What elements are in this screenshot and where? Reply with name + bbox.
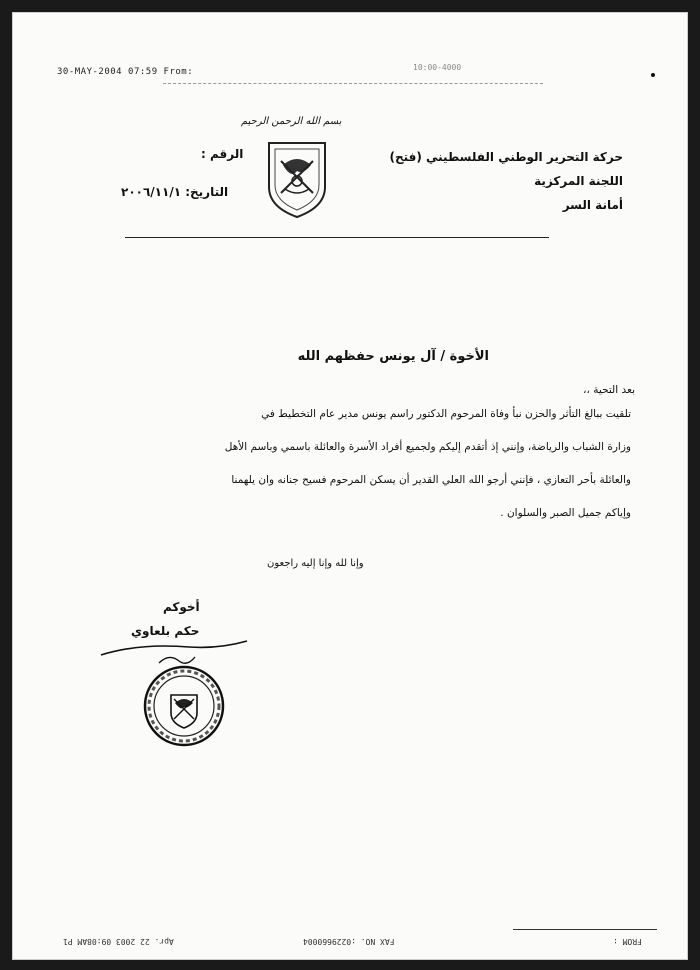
fax-header: 30-MAY-2004 07:59 From: bbox=[57, 67, 194, 77]
body-line: وزارة الشباب والرياضة، وإنني إذ أتقدم إليكم ولجميع أفراد الأسرة والعائلة باسمي وباسم الأهل bbox=[224, 441, 631, 453]
header-divider bbox=[125, 237, 549, 238]
document-page bbox=[12, 12, 688, 960]
reference-label: الرقم : bbox=[201, 147, 244, 161]
body-line: تلقيت ببالغ التأثر والحزن نبأ وفاة المرحوم الدكتور راسم يونس مدير عام التخطيط في bbox=[261, 408, 631, 420]
closing-verse: وإنا لله وإنا إليه راجعون bbox=[267, 558, 364, 569]
fax-footer-number: FAX NO. :0229660004 bbox=[303, 937, 395, 946]
fax-footer-from: FROM : bbox=[613, 937, 642, 946]
basmala: بسم الله الرحمن الرحيم bbox=[241, 116, 342, 127]
body-line: والعائلة بأحر التعازي ، فإنني أرجو الله العلي القدير أن يسكن المرحوم فسيح جنانه وان يلهمنا bbox=[231, 474, 631, 486]
salutation: الأخوة / آل يونس حفظهم الله bbox=[297, 349, 489, 364]
greeting: بعد التحية ،، bbox=[583, 384, 635, 396]
letter-body bbox=[97, 398, 631, 530]
footer-rule bbox=[513, 929, 657, 930]
signoff: أخوكم bbox=[163, 600, 200, 614]
signer-name: حكم بلعاوي bbox=[131, 624, 200, 638]
org-name: حركة التحرير الوطني الفلسطيني (فتح) bbox=[389, 150, 623, 164]
fax-noise-line bbox=[163, 83, 543, 87]
secretariat-name: أمانة السر bbox=[562, 198, 623, 212]
body-line: وإياكم جميل الصبر والسلوان . bbox=[500, 507, 631, 519]
fax-footer-date: Apr. 22 2003 09:08AM P1 bbox=[63, 937, 174, 946]
fatah-emblem-icon bbox=[263, 135, 331, 219]
fax-header-number: 10:00-4000 bbox=[413, 63, 462, 72]
official-stamp-icon bbox=[143, 665, 225, 747]
letterhead-org bbox=[389, 145, 623, 217]
punch-mark bbox=[651, 73, 655, 77]
committee-name: اللجنة المركزية bbox=[534, 174, 623, 188]
letter-date: التاريخ: ٢٠٠٦/١١/١ bbox=[121, 185, 229, 199]
